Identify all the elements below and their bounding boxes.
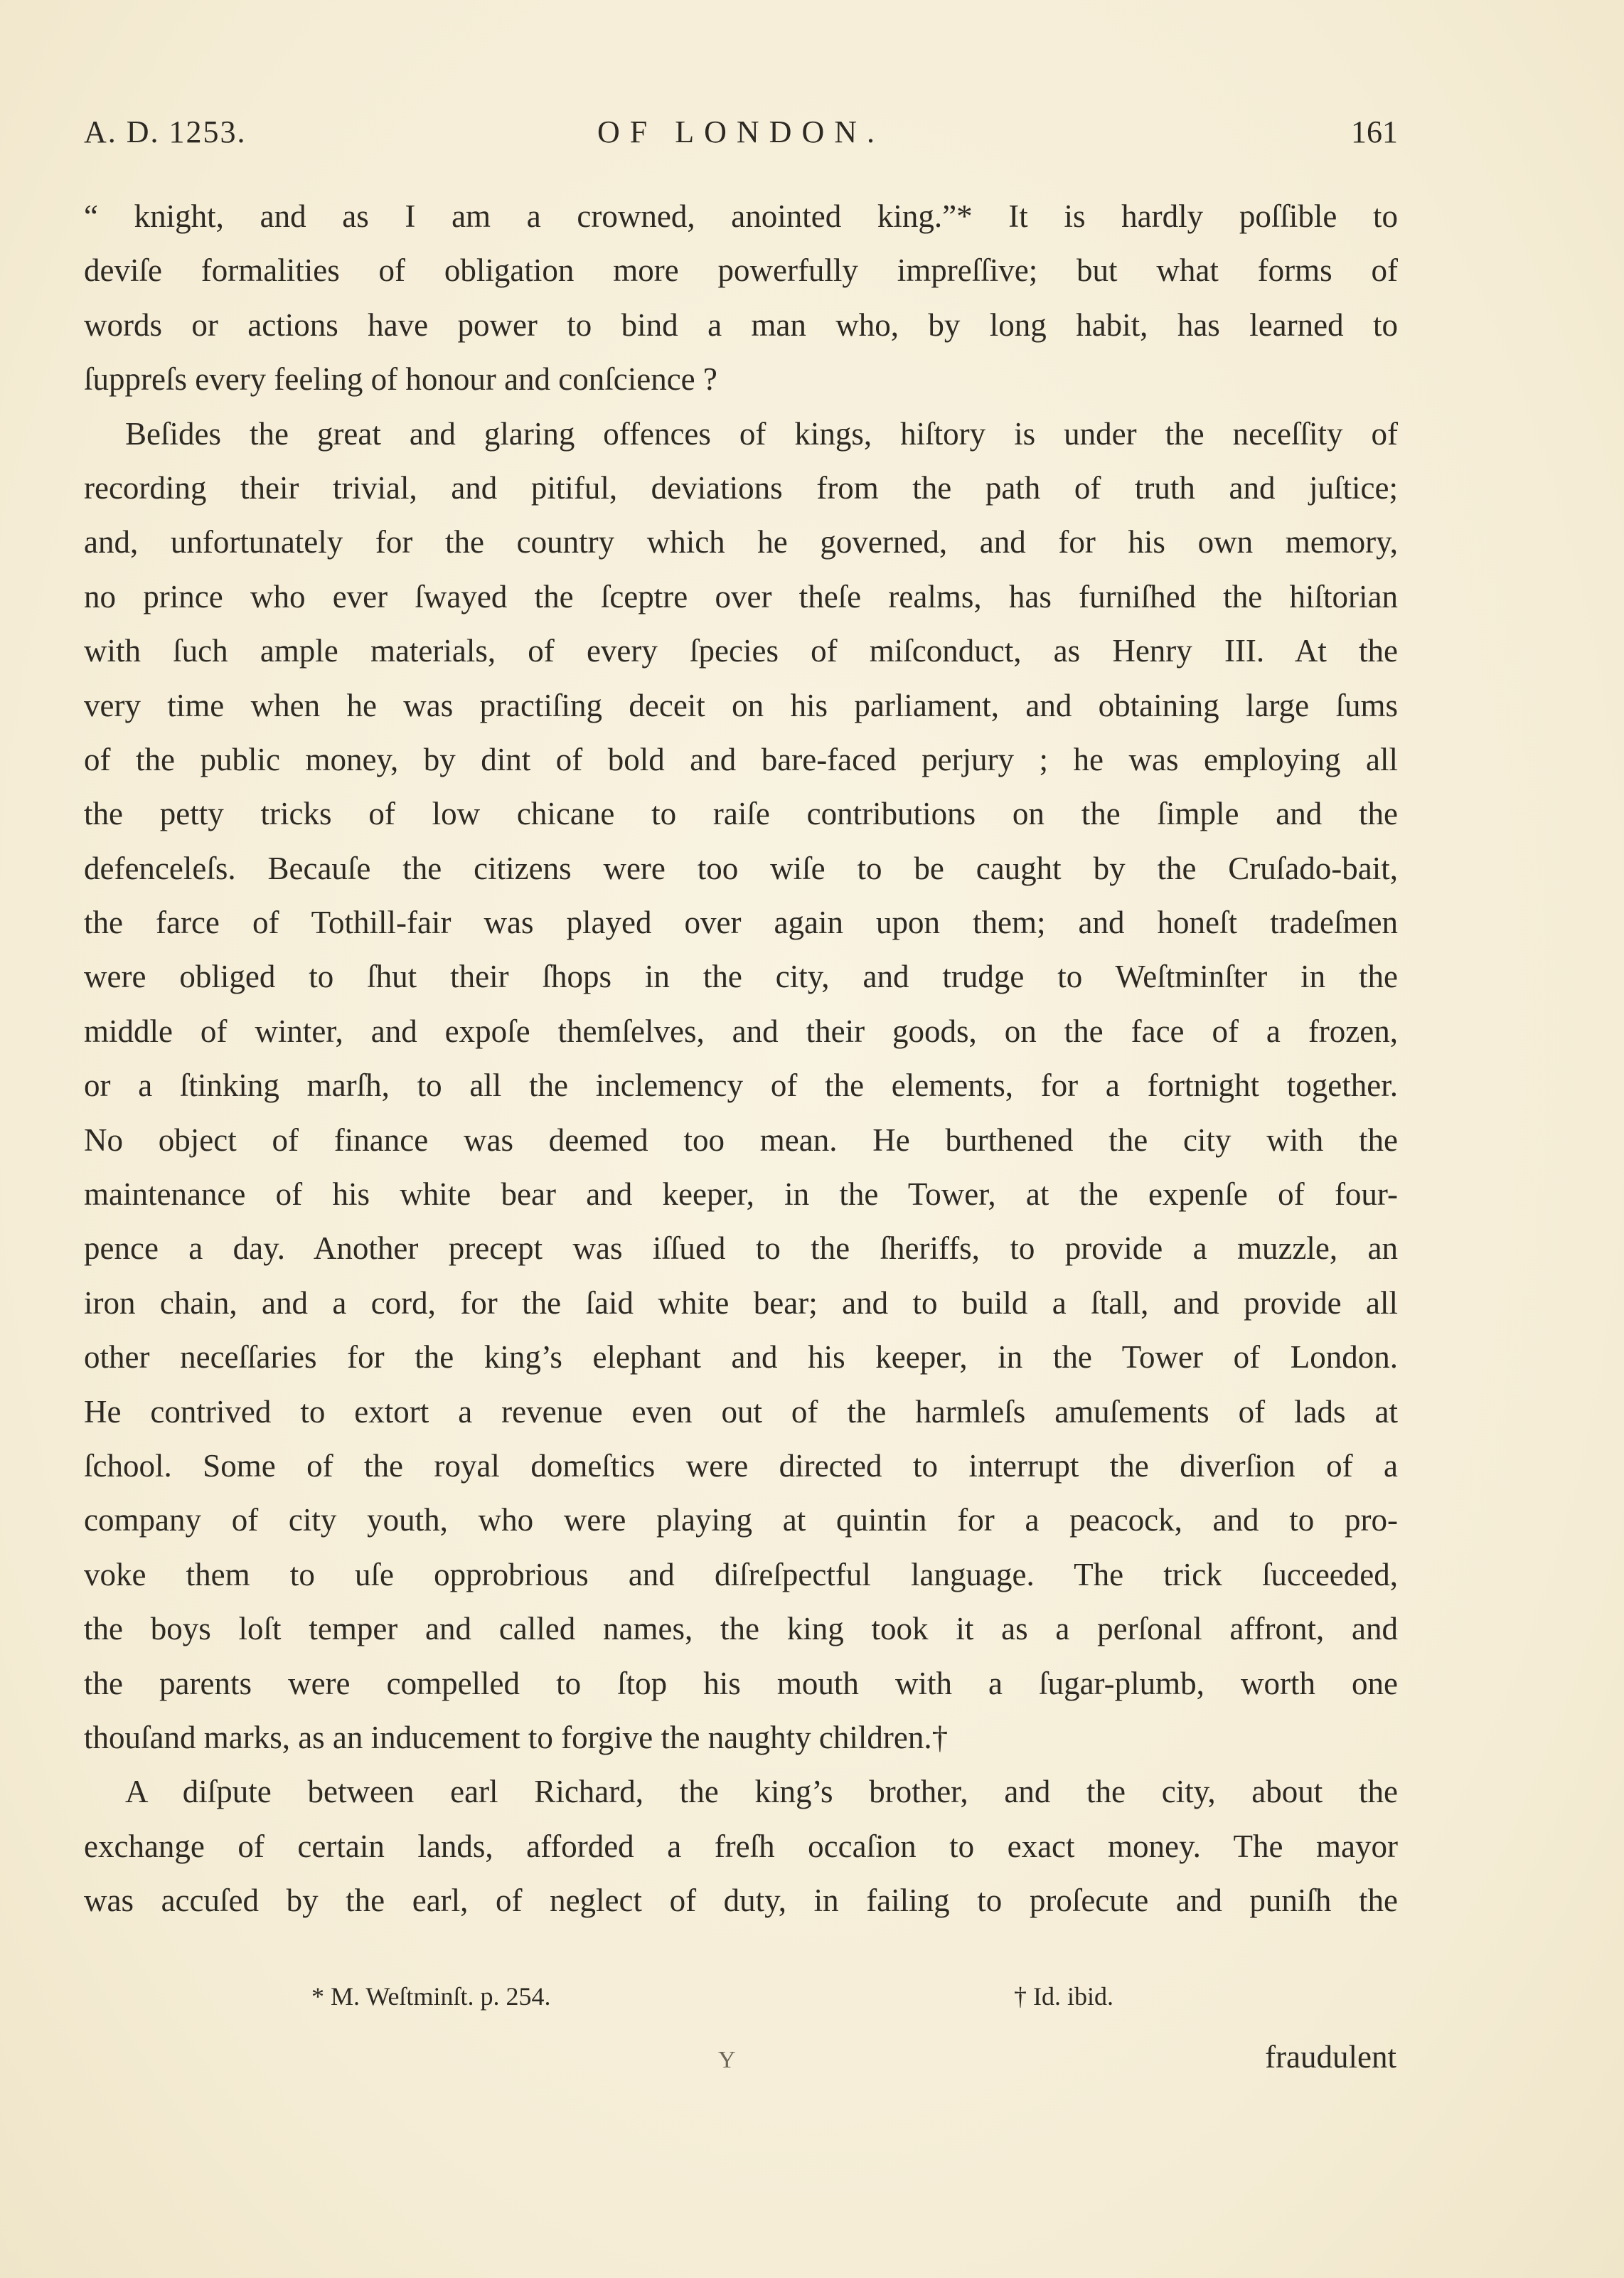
text-line: deviſe formalities of obligation more powerfully impreſſive; but what forms of	[84, 252, 1398, 289]
text-line: recording their trivial, and pitiful, deviations from the path of truth and juſtice;	[84, 469, 1398, 506]
body-text	[84, 189, 1398, 1928]
text-line: was accuſed by the earl, of neglect of duty, in failing to proſecute and puniſh the	[84, 1883, 1398, 1919]
text-line: pence a day. Another precept was iſſued to the ſheriffs, to provide a muzzle, an	[84, 1230, 1398, 1267]
text-line: the farce of Tothill-fair was played over again upon them; and honeſt tradeſmen	[84, 905, 1398, 941]
running-header	[84, 114, 1398, 171]
text-line: of the public money, by dint of bold and bare-faced perjury ; he was employing all	[84, 741, 1398, 777]
footnote-2: † Id. ibid.	[1014, 1982, 1113, 2011]
signature-mark: Y	[718, 2047, 736, 2073]
catchword: fraudulent	[1265, 2039, 1396, 2075]
text-line: no prince who ever ſwayed the ſceptre over theſe realms, has furniſhed the hiſtorian	[84, 578, 1398, 614]
footnotes	[84, 1981, 1398, 2024]
text-line: other neceſſaries for the king’s elephant and his keeper, in the Tower of London.	[84, 1339, 1398, 1375]
text-line: or a ſtinking marſh, to all the inclemency of the elements, for a fortnight together.	[84, 1068, 1398, 1104]
text-line: were obliged to ſhut their ſhops in the city, and trudge to Weſtminſter in the	[84, 959, 1398, 995]
text-line: He contrived to extort a revenue even out of the harmleſs amuſements of lads at	[84, 1393, 1398, 1430]
page-number: 161	[1351, 115, 1398, 149]
header-year: A. D. 1253.	[84, 115, 247, 149]
text-line: thouſand marks, as an inducement to forgive the naughty children.†	[84, 1719, 949, 1755]
text-line: exchange of certain lands, afforded a freſh occaſion to exact money. The mayor	[84, 1828, 1398, 1864]
text-line: the parents were compelled to ſtop his mouth with a ſugar-plumb, worth one	[84, 1665, 1398, 1701]
text-line: middle of winter, and expoſe themſelves, and their goods, on the face of a frozen,	[84, 1013, 1398, 1049]
text-line: iron chain, and a cord, for the ſaid white bear; and to build a ſtall, and provide all	[84, 1284, 1398, 1321]
text-line: voke them to uſe opprobrious and diſreſpectful language. The trick ſucceeded,	[84, 1556, 1398, 1592]
text-line: with ſuch ample materials, of every ſpecies of miſconduct, as Henry III. At the	[84, 633, 1398, 669]
text-line: words or actions have power to bind a man who, by long habit, has learned to	[84, 307, 1398, 343]
text-line: company of city youth, who were playing at quintin for a peacock, and to pro-	[84, 1502, 1398, 1538]
text-line: very time when he was practiſing deceit on his parliament, and obtaining large ſums	[84, 687, 1398, 723]
text-line: A diſpute between earl Richard, the king’s brother, and the city, about the	[125, 1774, 1398, 1810]
text-line: “ knight, and as I am a crowned, anointed king.”* It is hardly poſſible to	[84, 198, 1398, 234]
footnote-1: * M. Weſtminſt. p. 254.	[311, 1982, 551, 2011]
header-title: OF LONDON.	[597, 115, 885, 149]
text-line: the boys loſt temper and called names, the king took it as a perſonal affront, and	[84, 1611, 1398, 1647]
text-line: ſchool. Some of the royal domeſtics were directed to interrupt the diverſion of a	[84, 1447, 1398, 1484]
text-line: maintenance of his white bear and keeper, in the Tower, at the expenſe of four-	[84, 1176, 1398, 1213]
text-line: No object of finance was deemed too mean. He burthened the city with the	[84, 1122, 1398, 1158]
text-line: defenceleſs. Becauſe the citizens were too wiſe to be caught by the Cruſado-bait,	[84, 850, 1398, 886]
text-line: ſuppreſs every feeling of honour and conſcience ?	[84, 361, 717, 398]
text-line: and, unfortunately for the country which he governed, and for his own memory,	[84, 524, 1398, 560]
text-line: Beſides the great and glaring offences of kings, hiſtory is under the neceſſity of	[125, 415, 1398, 452]
text-line: the petty tricks of low chicane to raiſe contributions on the ſimple and the	[84, 796, 1398, 832]
